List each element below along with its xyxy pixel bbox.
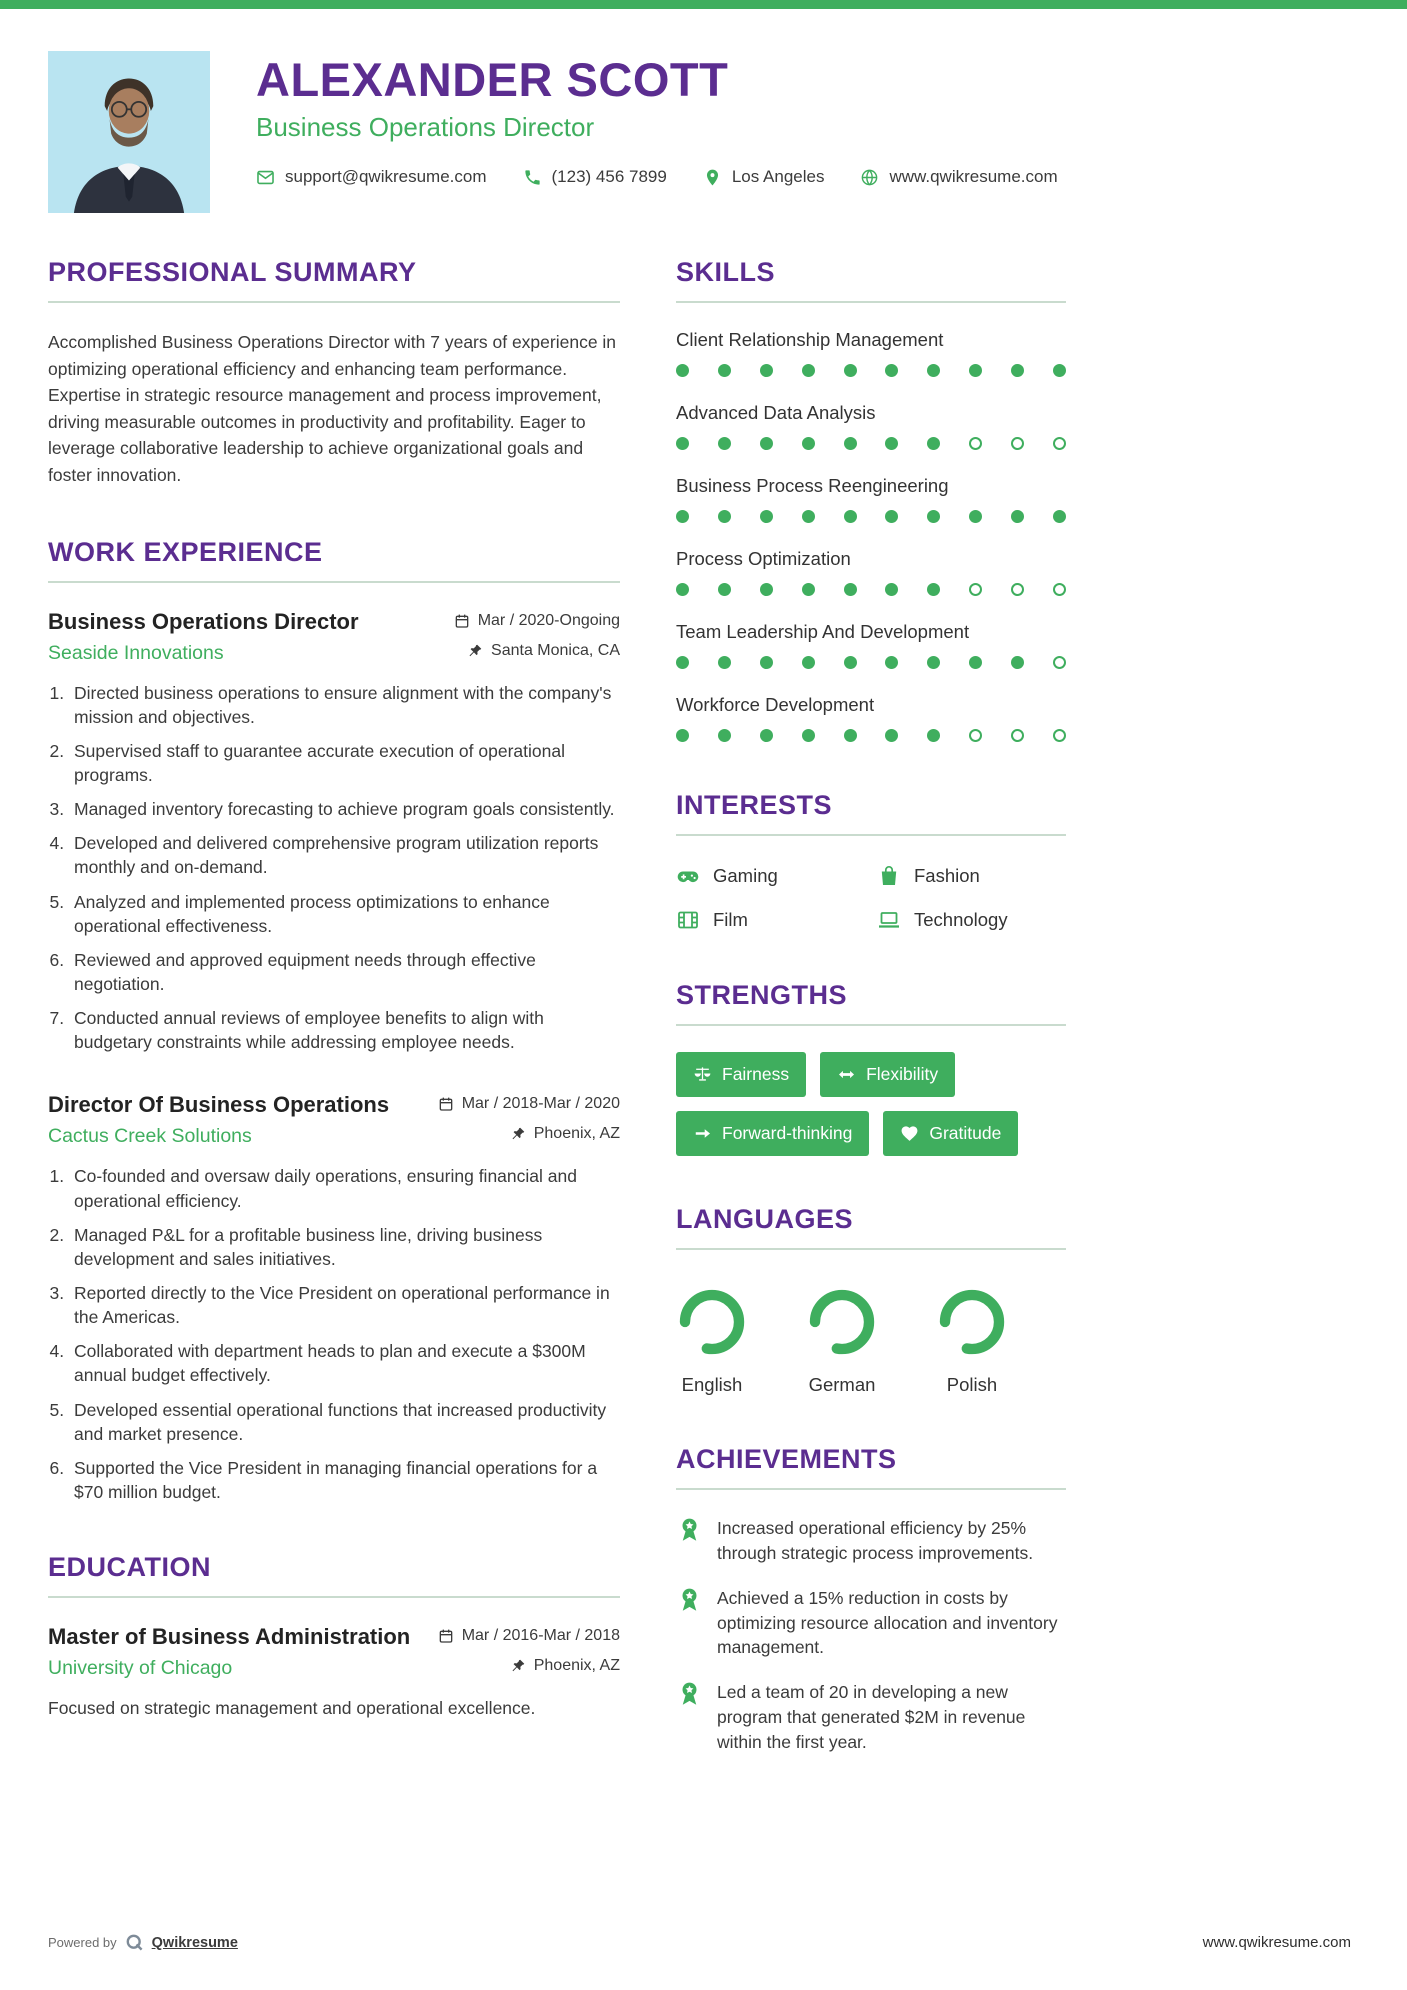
job-dates — [438, 1095, 620, 1113]
job-location-text: Phoenix, AZ — [533, 1125, 620, 1143]
skill-item — [676, 548, 1066, 596]
job-header — [48, 609, 620, 635]
contact-phone[interactable] — [523, 167, 667, 187]
skill-dot — [844, 437, 857, 450]
left-column — [48, 257, 620, 1803]
qwikresume-brand-link[interactable]: Qwikresume — [151, 1934, 238, 1951]
skill-dot — [802, 364, 815, 377]
skill-dot — [969, 729, 982, 742]
interest-item — [676, 864, 865, 888]
candidate-name: ALEXANDER SCOTT — [256, 53, 729, 106]
contact-website[interactable] — [860, 167, 1057, 187]
skill-dot — [718, 364, 731, 377]
section-languages — [676, 1204, 1066, 1396]
skill-dot — [1053, 364, 1066, 377]
job-dates-text: Mar / 2020-Ongoing — [477, 611, 620, 629]
skill-dot — [1011, 510, 1024, 523]
language-proficiency-arc — [676, 1286, 748, 1358]
skill-dot — [676, 437, 689, 450]
skill-dot — [844, 364, 857, 377]
job-company: Cactus Creek Solutions — [48, 1125, 252, 1148]
skill-dot — [927, 583, 940, 596]
footer — [48, 1933, 1351, 1952]
interest-label: Film — [713, 909, 748, 930]
pushpin-icon — [510, 1658, 526, 1674]
job-dates-text: Mar / 2018-Mar / 2020 — [461, 1095, 620, 1113]
skill-rating — [676, 656, 1066, 669]
skill-item — [676, 621, 1066, 669]
skill-item — [676, 694, 1066, 742]
strength-label: Gratitude — [929, 1123, 1002, 1143]
job-header — [48, 1092, 620, 1118]
job-bullet: 3. Managed inventory forecasting to achieve program goals consistently. — [69, 797, 620, 821]
award-badge-icon — [676, 1680, 703, 1707]
strength-badge — [676, 1052, 806, 1097]
skill-dot — [969, 437, 982, 450]
skill-dot — [1053, 583, 1066, 596]
section-strengths — [676, 980, 1066, 1156]
skill-dot — [760, 729, 773, 742]
skill-dot — [885, 510, 898, 523]
skill-dot — [718, 437, 731, 450]
header-info — [256, 51, 1058, 213]
job-company: Seaside Innovations — [48, 641, 224, 664]
language-name: Polish — [946, 1374, 998, 1395]
job-subheader — [48, 1125, 620, 1148]
skill-dot — [802, 437, 815, 450]
skill-dot — [1011, 656, 1024, 669]
skill-dot — [760, 437, 773, 450]
arrow-right-icon — [693, 1124, 712, 1143]
skill-dot — [969, 510, 982, 523]
skill-dot — [760, 364, 773, 377]
summary-heading: PROFESSIONAL SUMMARY — [48, 257, 620, 303]
education-school: University of Chicago — [48, 1657, 233, 1680]
language-list — [676, 1276, 1066, 1396]
contact-phone-text: (123) 456 7899 — [551, 167, 667, 187]
achievement-item — [676, 1680, 1066, 1755]
strength-label: Forward-thinking — [722, 1123, 853, 1143]
skill-dot — [676, 656, 689, 669]
job-entry — [48, 1092, 620, 1504]
job-bullet: 2. Supervised staff to guarantee accurate execution of operational programs. — [69, 739, 620, 787]
globe-icon — [860, 168, 879, 187]
heart-icon — [900, 1124, 919, 1143]
skill-dot — [802, 510, 815, 523]
skill-dot — [676, 364, 689, 377]
skill-rating — [676, 510, 1066, 523]
interest-label: Gaming — [713, 865, 778, 886]
section-professional-summary — [48, 257, 620, 489]
job-entry — [48, 609, 620, 1055]
skill-rating — [676, 729, 1066, 742]
job-bullets — [69, 1164, 620, 1504]
skill-dot — [676, 510, 689, 523]
skill-dot — [1011, 729, 1024, 742]
qwikresume-logo-icon — [125, 1933, 144, 1952]
candidate-title: Business Operations Director — [256, 112, 595, 143]
achievement-text: Led a team of 20 in developing a new program that generated $2M in revenue within the first year. — [717, 1682, 1026, 1752]
section-education — [48, 1552, 620, 1721]
skill-dot — [844, 510, 857, 523]
language-name: English — [681, 1374, 743, 1395]
skill-dot — [927, 729, 940, 742]
job-title: Director Of Business Operations — [48, 1092, 390, 1118]
scales-icon — [693, 1065, 712, 1084]
section-skills — [676, 257, 1066, 742]
skill-item — [676, 402, 1066, 450]
contact-email-text: support@qwikresume.com — [285, 167, 487, 187]
job-bullet: 5. Developed essential operational functions that increased productivity and market presence. — [69, 1398, 620, 1446]
languages-heading: LANGUAGES — [676, 1204, 1066, 1250]
job-location — [510, 1125, 620, 1143]
skill-dot — [927, 656, 940, 669]
job-bullet: 1. Directed business operations to ensure alignment with the company's mission and objectives. — [69, 681, 620, 729]
profile-photo-illustration — [48, 51, 210, 213]
calendar-icon — [438, 1628, 454, 1644]
achievement-item — [676, 1586, 1066, 1661]
skill-dot — [1053, 437, 1066, 450]
laptop-icon — [877, 908, 901, 932]
interest-list — [676, 862, 1066, 932]
skill-dot — [676, 729, 689, 742]
strength-badge — [883, 1111, 1018, 1156]
skill-dot — [676, 583, 689, 596]
header — [0, 9, 1407, 213]
footer-website-link[interactable]: www.qwikresume.com — [1202, 1934, 1351, 1951]
skill-dot — [1053, 510, 1066, 523]
job-bullets — [69, 681, 620, 1055]
job-subheader — [48, 642, 620, 665]
powered-by-label: Powered by — [48, 1935, 117, 1950]
achievement-list — [676, 1516, 1066, 1755]
job-list — [48, 609, 620, 1505]
strengths-heading: STRENGTHS — [676, 980, 1066, 1026]
skill-dot — [718, 510, 731, 523]
skill-name: Workforce Development — [676, 694, 875, 715]
section-work-experience — [48, 537, 620, 1505]
skill-dot — [969, 364, 982, 377]
right-column — [676, 257, 1066, 1803]
skill-rating — [676, 583, 1066, 596]
map-pin-icon — [703, 168, 722, 187]
interest-label: Fashion — [914, 865, 980, 886]
contact-row — [256, 167, 1058, 187]
skill-dot — [885, 364, 898, 377]
summary-text: Accomplished Business Operations Director with 7 years of experience in optimizing operational efficiency and enhancing team performance. Expertise in strategic resource management and process improvement, driving measurable outcomes in productivity and profitability. Eager to leverage collaborative leadership to achieve organizational goals and foster innovation. — [48, 332, 617, 485]
education-subheader — [48, 1657, 620, 1680]
skill-dot — [885, 583, 898, 596]
job-bullet: 6. Reviewed and approved equipment needs through effective negotiation. — [69, 948, 620, 996]
phone-icon — [523, 168, 542, 187]
skill-item — [676, 329, 1066, 377]
skill-dot — [844, 583, 857, 596]
pushpin-icon — [467, 643, 483, 659]
education-location — [510, 1657, 620, 1675]
powered-by — [48, 1933, 238, 1952]
interests-heading: INTERESTS — [676, 790, 1066, 836]
skill-dot — [718, 656, 731, 669]
skill-dot — [885, 656, 898, 669]
language-item — [676, 1286, 748, 1396]
skill-dot — [1011, 437, 1024, 450]
education-heading: EDUCATION — [48, 1552, 620, 1598]
education-location-text: Phoenix, AZ — [533, 1657, 620, 1675]
achievement-item — [676, 1516, 1066, 1566]
skill-dot — [927, 364, 940, 377]
job-bullet: 5. Analyzed and implemented process optimizations to enhance operational effectiveness. — [69, 890, 620, 938]
education-entry — [48, 1624, 620, 1721]
strength-label: Fairness — [722, 1064, 790, 1084]
skill-dot — [885, 729, 898, 742]
skill-dot — [927, 510, 940, 523]
job-bullet: 2. Managed P&L for a profitable business line, driving business development and sales initiatives. — [69, 1223, 620, 1271]
film-frame-icon — [676, 908, 700, 932]
section-achievements — [676, 1444, 1066, 1755]
education-dates — [438, 1627, 620, 1645]
skill-dot — [760, 583, 773, 596]
envelope-icon — [256, 168, 275, 187]
skill-item — [676, 475, 1066, 523]
award-badge-icon — [676, 1516, 703, 1543]
achievements-heading: ACHIEVEMENTS — [676, 1444, 1066, 1490]
interest-item — [877, 864, 1066, 888]
skill-rating — [676, 437, 1066, 450]
language-proficiency-arc — [936, 1286, 1008, 1358]
skill-rating — [676, 364, 1066, 377]
skill-dot — [969, 656, 982, 669]
skill-dot — [1011, 364, 1024, 377]
gamepad-icon — [676, 864, 700, 888]
skill-dot — [844, 729, 857, 742]
language-proficiency-arc — [806, 1286, 878, 1358]
job-bullet: 3. Reported directly to the Vice President on operational performance in the Americas. — [69, 1281, 620, 1329]
calendar-icon — [454, 613, 470, 629]
education-dates-text: Mar / 2016-Mar / 2018 — [461, 1627, 620, 1645]
skill-list — [676, 329, 1066, 742]
job-location-text: Santa Monica, CA — [491, 641, 620, 659]
work-heading: WORK EXPERIENCE — [48, 537, 620, 583]
education-header — [48, 1624, 620, 1650]
skills-heading: SKILLS — [676, 257, 1066, 303]
skill-name: Business Process Reengineering — [676, 475, 949, 496]
job-bullet: 6. Supported the Vice President in managing financial operations for a $70 million budget. — [69, 1456, 620, 1504]
interest-item — [676, 908, 865, 932]
job-bullet: 4. Collaborated with department heads to plan and execute a $300M annual budget effectively. — [69, 1339, 620, 1387]
skill-dot — [1011, 583, 1024, 596]
skill-dot — [718, 583, 731, 596]
language-item — [806, 1286, 878, 1396]
content-columns — [0, 257, 1407, 1803]
job-title: Business Operations Director — [48, 608, 359, 634]
job-bullet: 4. Developed and delivered comprehensive program utilization reports monthly and on-demand. — [69, 831, 620, 879]
strength-list — [676, 1052, 1066, 1156]
job-bullet: 1. Co-founded and oversaw daily operations, ensuring financial and operational efficiency. — [69, 1164, 620, 1212]
skill-dot — [760, 656, 773, 669]
strength-badge — [820, 1052, 955, 1097]
skill-name: Client Relationship Management — [676, 329, 944, 350]
achievement-text: Achieved a 15% reduction in costs by optimizing resource allocation and inventory management. — [717, 1587, 1058, 1658]
skill-dot — [1053, 729, 1066, 742]
skill-name: Process Optimization — [676, 548, 851, 569]
job-bullet: 7. Conducted annual reviews of employee benefits to align with budgetary constraints while addressing employee needs. — [69, 1006, 620, 1054]
double-arrow-icon — [837, 1065, 856, 1084]
education-degree: Master of Business Administration — [48, 1624, 411, 1650]
pushpin-icon — [510, 1126, 526, 1142]
skill-dot — [969, 583, 982, 596]
profile-photo — [48, 51, 210, 213]
skill-dot — [1053, 656, 1066, 669]
skill-dot — [802, 583, 815, 596]
skill-dot — [802, 729, 815, 742]
shopping-bag-icon — [877, 864, 901, 888]
top-accent-bar — [0, 0, 1407, 9]
interest-item — [877, 908, 1066, 932]
calendar-icon — [438, 1096, 454, 1112]
strength-badge — [676, 1111, 869, 1156]
contact-location-text: Los Angeles — [731, 167, 825, 187]
award-badge-icon — [676, 1586, 703, 1613]
job-dates — [454, 612, 620, 630]
section-interests — [676, 790, 1066, 932]
job-location — [467, 642, 620, 660]
contact-email[interactable] — [256, 167, 487, 187]
contact-location — [703, 167, 825, 187]
language-item — [936, 1286, 1008, 1396]
skill-dot — [718, 729, 731, 742]
skill-name: Team Leadership And Development — [676, 621, 970, 642]
strength-label: Flexibility — [866, 1064, 939, 1084]
achievement-text: Increased operational efficiency by 25% through strategic process improvements. — [717, 1518, 1034, 1563]
skill-dot — [885, 437, 898, 450]
skill-dot — [927, 437, 940, 450]
education-description: Focused on strategic management and operational excellence. — [48, 1698, 536, 1719]
contact-website-text: www.qwikresume.com — [889, 167, 1058, 187]
skill-dot — [844, 656, 857, 669]
skill-dot — [802, 656, 815, 669]
language-name: German — [808, 1374, 876, 1395]
interest-label: Technology — [914, 909, 1008, 930]
skill-dot — [760, 510, 773, 523]
skill-name: Advanced Data Analysis — [676, 402, 876, 423]
